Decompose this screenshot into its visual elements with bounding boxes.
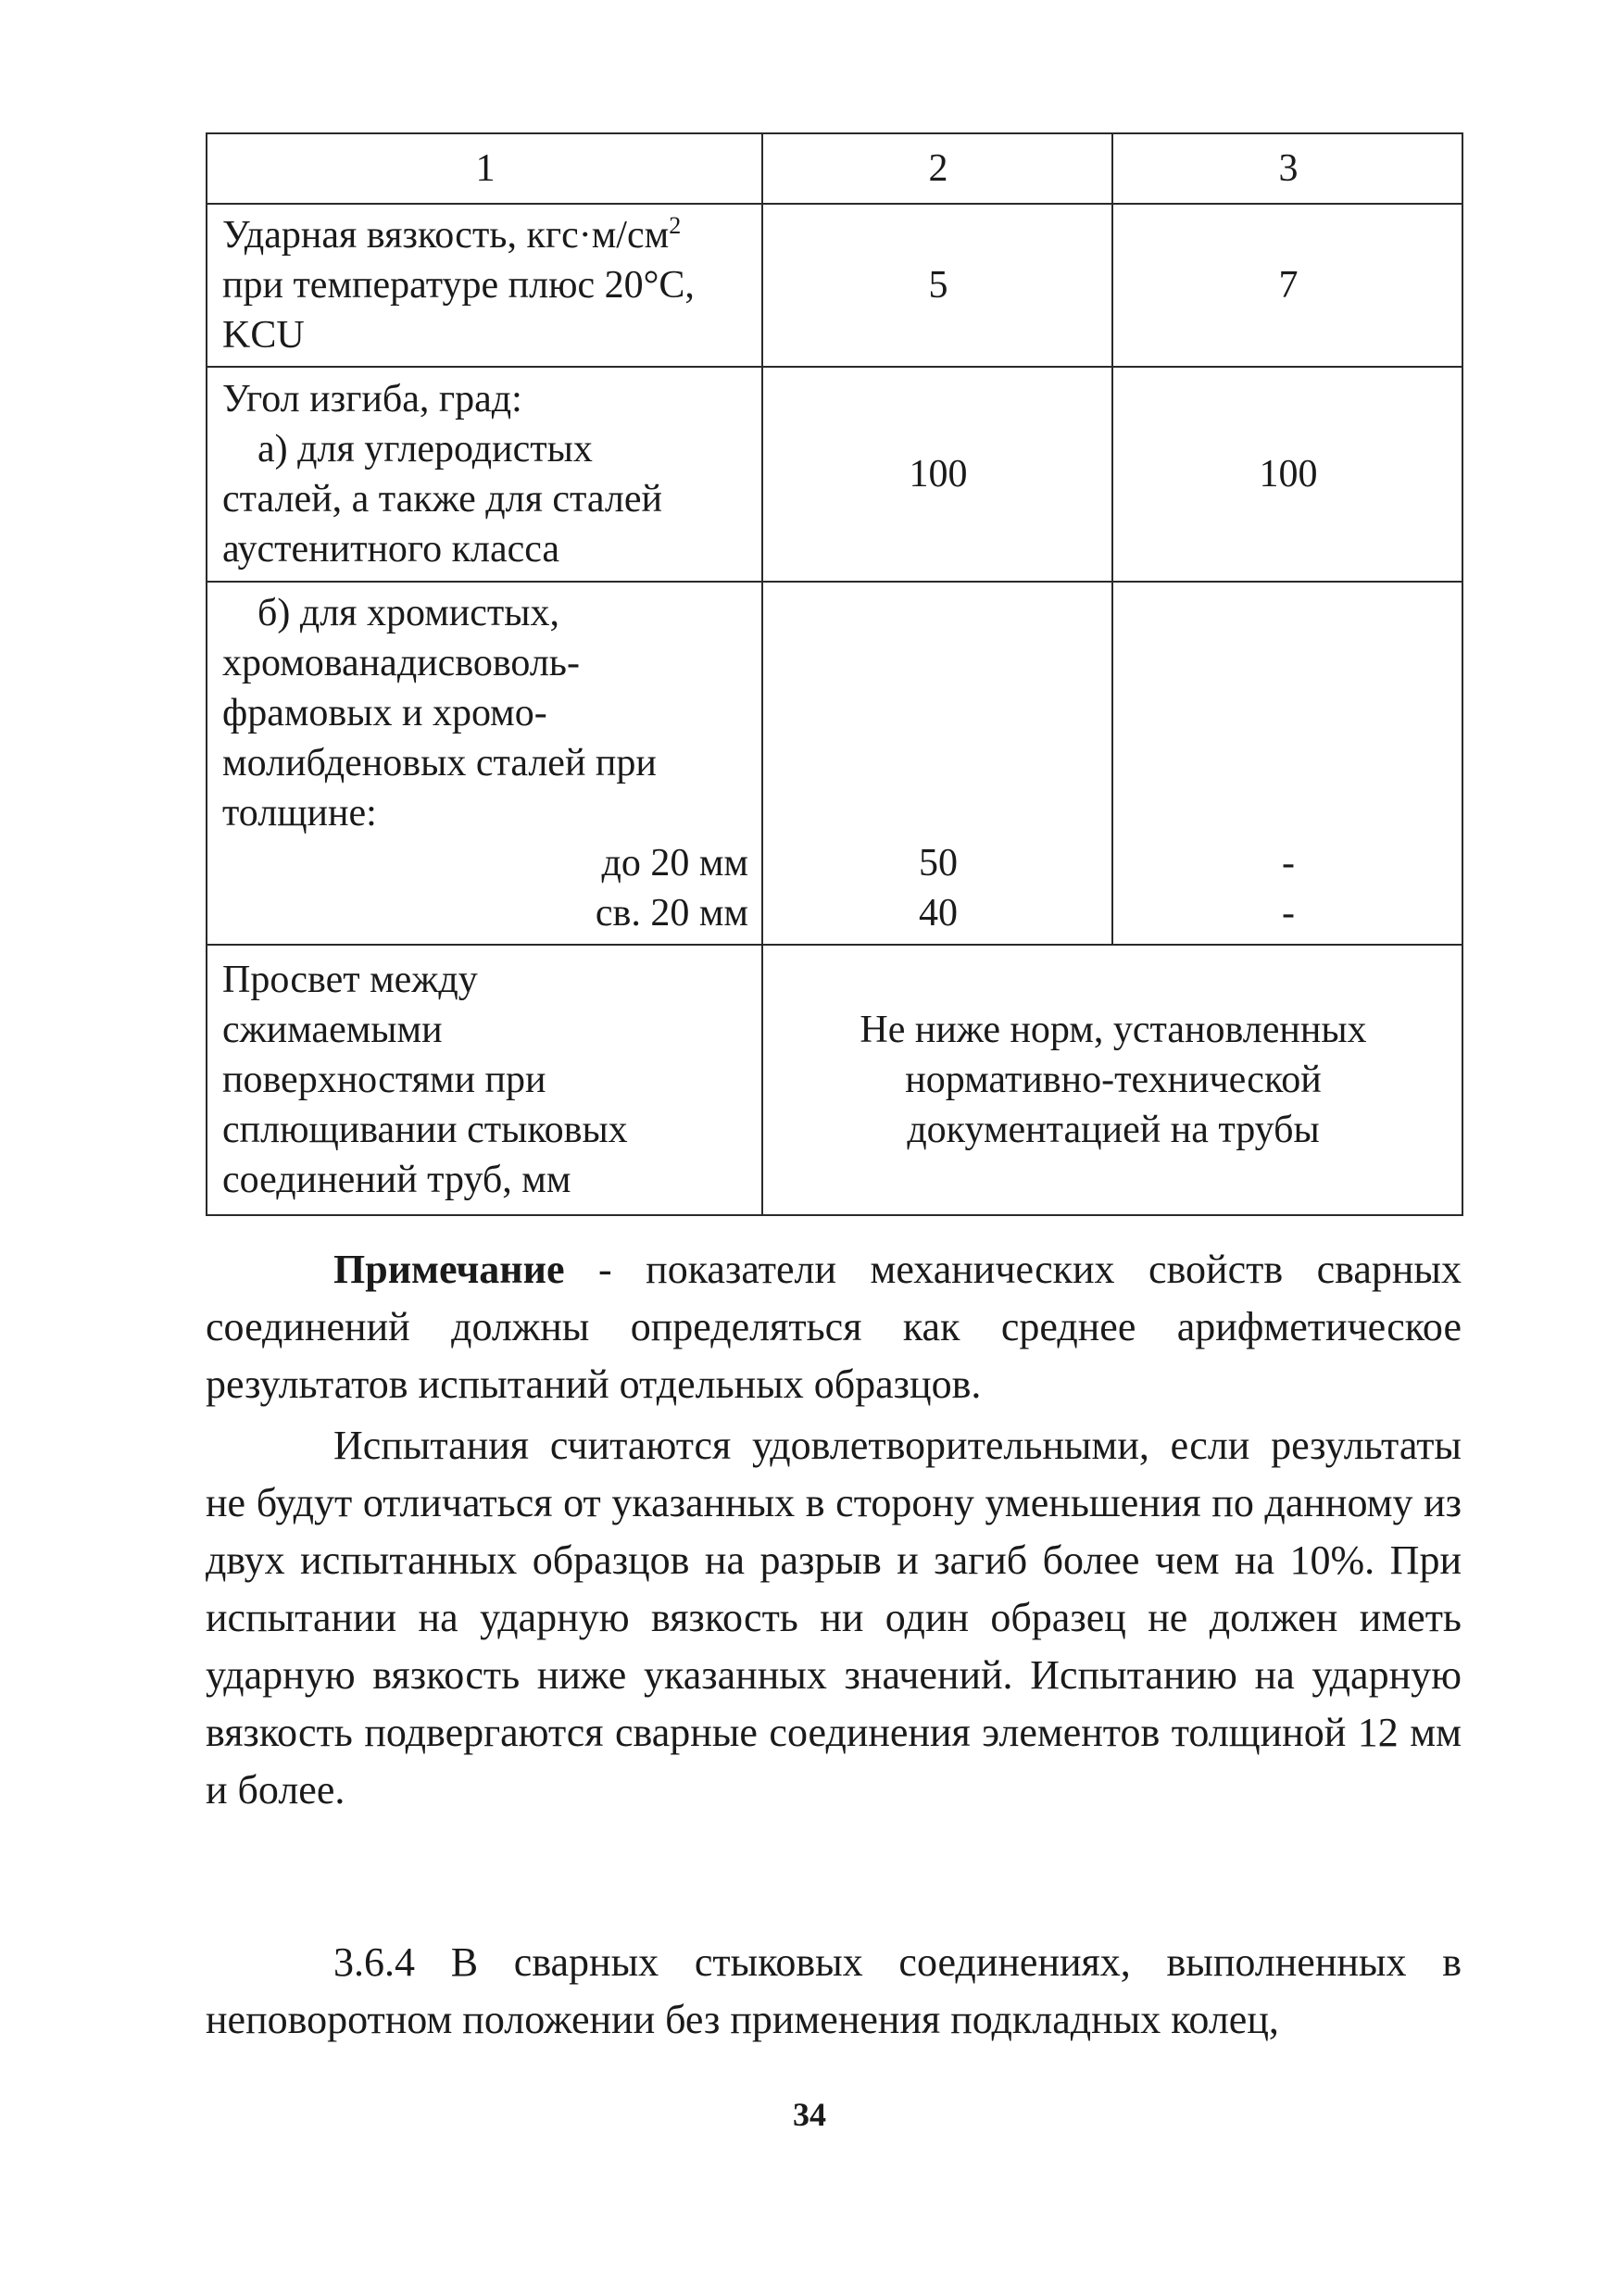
superscript: 2 xyxy=(669,212,682,239)
value-cell: 5 xyxy=(762,204,1112,367)
table-header-cell: 1 xyxy=(207,133,762,204)
row-label-text: молибденовых сталей при xyxy=(222,742,657,784)
value-cell xyxy=(762,582,1112,945)
row-label-cell xyxy=(207,582,762,945)
value-cell xyxy=(1112,582,1462,945)
sub-label: до 20 мм xyxy=(601,842,748,885)
value-text: нормативно-технической xyxy=(905,1059,1322,1101)
note-label: Примечание xyxy=(333,1247,565,1292)
sub-value: - xyxy=(1282,892,1295,935)
row-label-text: аустенитного класса xyxy=(222,528,560,571)
row-label-text: Ударная вязкость, кгс·м/см xyxy=(222,214,670,257)
row-label-text: при температуре плюс 20°С, xyxy=(222,264,695,307)
table-row xyxy=(207,367,1462,582)
row-label-text: б) для хромистых, xyxy=(257,592,559,634)
value-cell: 100 xyxy=(762,367,1112,582)
page-number: 34 xyxy=(793,2096,826,2133)
value-text: документацией на трубы xyxy=(907,1109,1320,1151)
mechanical-properties-table xyxy=(206,132,1463,1216)
table-header-cell: 2 xyxy=(762,133,1112,204)
row-label-cell xyxy=(207,367,762,582)
note-text: - показатели механических свойств сварных соединений должны определяться как среднее арифметическое результатов испытаний отдельных образцов. xyxy=(206,1247,1462,1407)
merged-value-cell xyxy=(762,945,1462,1215)
row-label-text: Угол изгиба, град: xyxy=(222,378,522,420)
row-label-text: фрамовых и хромо- xyxy=(222,692,547,734)
table-header-cell: 3 xyxy=(1112,133,1462,204)
table-row xyxy=(207,582,1462,945)
sub-value: 40 xyxy=(919,892,958,935)
table-row xyxy=(207,204,1462,367)
row-label-text: Просвет между xyxy=(222,959,478,1001)
row-label-text: толщине: xyxy=(222,792,377,834)
note-paragraph xyxy=(206,1241,1462,1413)
row-label-text: соединений труб, мм xyxy=(222,1159,571,1201)
row-label-text: а) для углеродистых xyxy=(257,428,593,470)
row-label-text: хромованадисвоволь- xyxy=(222,642,580,684)
sub-label: св. 20 мм xyxy=(595,892,748,935)
value-cell: 100 xyxy=(1112,367,1462,582)
row-label-text: сжимаемыми xyxy=(222,1009,443,1051)
row-label-cell xyxy=(207,945,762,1215)
sub-value: - xyxy=(1282,842,1295,885)
table-row xyxy=(207,945,1462,1215)
sub-value: 50 xyxy=(919,842,958,885)
row-label-text: сплющивании стыковых xyxy=(222,1109,628,1151)
table-header-row xyxy=(207,133,1462,204)
value-text: Не ниже норм, установленных xyxy=(860,1009,1367,1051)
tests-paragraph: Испытания считаются удовлетворительными, если результаты не будут отличаться от указанных в сторону уменьшения по данному из двух испытанных образцов на разрыв и загиб более чем на 10%. При испытании на ударную вязкость ни один образец не должен иметь ударную вязкость ниже указанных значений. Испытанию на ударную вязкость подвергаются сварные соединения элементов толщиной 12 мм и более. xyxy=(206,1423,1462,1813)
row-label-text: поверхностями при xyxy=(222,1059,546,1101)
value-cell: 7 xyxy=(1112,204,1462,367)
row-label-cell xyxy=(207,204,762,367)
clause-paragraph: 3.6.4 В сварных стыковых соединениях, выполненных в неповоротном положении без применения подкладных колец, xyxy=(206,1939,1462,2042)
row-label-text: KCU xyxy=(222,314,305,357)
row-label-text: сталей, а также для сталей xyxy=(222,478,663,521)
